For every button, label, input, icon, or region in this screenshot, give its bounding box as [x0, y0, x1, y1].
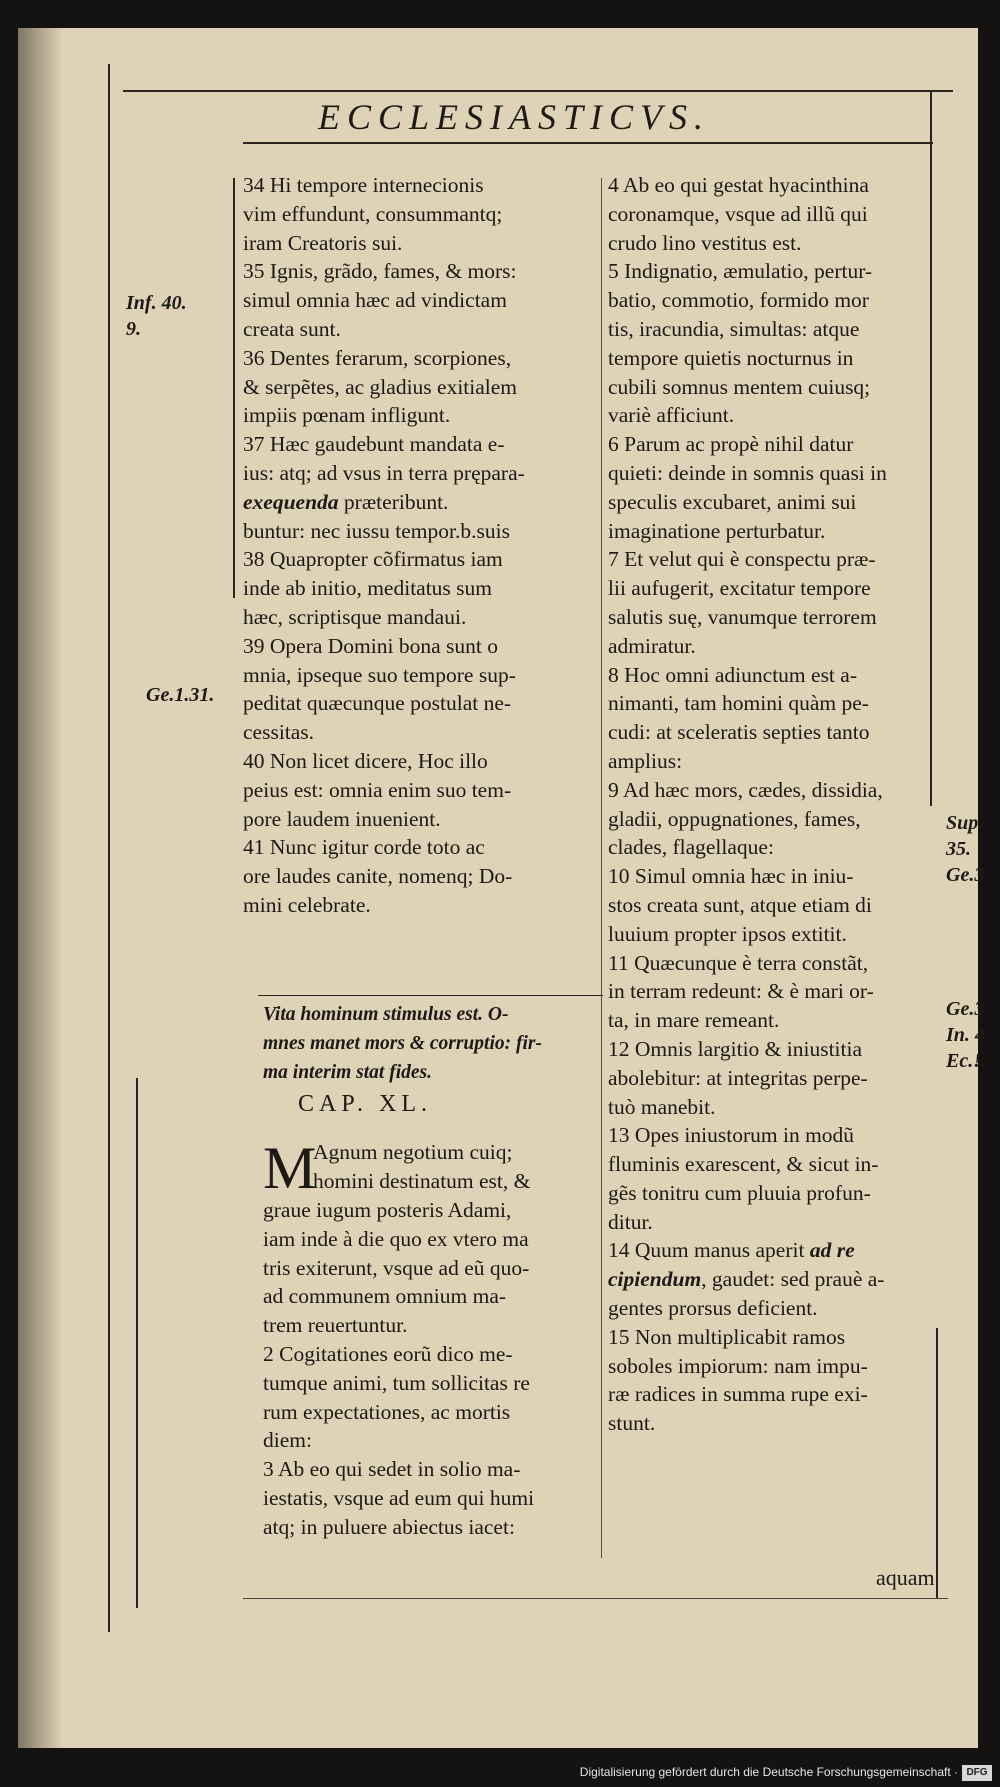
chapter-heading: CAP. XL.	[298, 1091, 433, 1117]
top-rule	[123, 90, 953, 92]
margin-ref-line: In. 4	[946, 1024, 985, 1046]
text-line: iestatis, vsque ad eum qui humi	[263, 1485, 535, 1510]
chapter-divider	[258, 995, 603, 996]
text-line: 8 Hoc omni adiunctum est a-	[608, 662, 857, 687]
dfg-logo: DFG	[962, 1765, 992, 1781]
text-line: 15 Non multiplicabit ramos	[608, 1324, 846, 1349]
text-line: 9 Ad hæc mors, cædes, dissidia,	[608, 777, 883, 802]
outer-frame-left	[108, 64, 110, 1632]
margin-ref-inf40	[126, 290, 187, 342]
text-line: fluminis exarescent, & sicut in-	[608, 1152, 879, 1177]
text-line: salutis suę, vanumque terrorem	[608, 604, 877, 629]
running-head: ECCLESIASTICVS.	[318, 97, 711, 137]
text-line: tempore quietis nocturnus in	[608, 345, 854, 370]
margin-ref-line: Inf. 40.	[126, 292, 187, 314]
text-line: ditur.	[608, 1209, 653, 1234]
margin-ref-line: Ge.3	[946, 998, 985, 1020]
text-line: 39 Opera Domini bona sunt o	[243, 633, 498, 658]
text-line: soboles impiorum: nam impu-	[608, 1353, 868, 1378]
text-line: 34 Hi tempore internecionis	[243, 173, 484, 197]
text-line: buntur: nec iussu tempor.b.suis	[243, 518, 510, 543]
text-line: quieti: deinde in somnis quasi in	[608, 460, 887, 485]
left-column-upper	[243, 171, 525, 920]
text-line: 41 Nunc igitur corde toto ac	[243, 835, 485, 860]
text-line: in terram redeunt: & è mari or-	[608, 979, 874, 1004]
summary-line: mnes manet mors & corruptio: fir-	[263, 1033, 542, 1054]
text-line: & serpẽtes, ac gladius exitialem	[243, 374, 518, 399]
margin-ref-line: Ge.1.31.	[146, 684, 215, 706]
text-line: ta, in mare remeant.	[608, 1008, 780, 1033]
italic-word: exequenda	[243, 489, 339, 514]
text-line: imaginatione perturbatur.	[608, 518, 826, 543]
text-line: hæc, scriptisque mandaui.	[243, 604, 467, 629]
text-line: speculis excubaret, animi sui	[608, 489, 857, 514]
text-line: ræ radices in summa rupe exi-	[608, 1382, 868, 1407]
text-line: iam inde à die quo ex vtero ma	[263, 1226, 529, 1251]
text-line: 5 Indignatio, æmulatio, pertur-	[608, 259, 873, 284]
text-line: peditat quæcunque postulat ne-	[243, 691, 512, 716]
text-line: abolebitur: at integritas perpe-	[608, 1065, 868, 1090]
text-line: ius: atq; ad vsus in terra pręparа-	[243, 460, 525, 485]
left-column-lower	[263, 1196, 534, 1542]
text-segment: præteribunt.	[338, 489, 449, 514]
text-line: graue iugum posteris Adami,	[263, 1198, 512, 1222]
text-line: cubili somnus mentem cuiusq;	[608, 374, 871, 399]
header-rule	[243, 142, 933, 144]
text-line: coronamque, vsque ad illũ qui	[608, 201, 868, 226]
text-line: nimanti, tam homini quàm pe-	[608, 691, 869, 716]
summary-line: ma interim stat fides.	[263, 1062, 433, 1083]
text-line: rum expectationes, ac mortis	[263, 1399, 511, 1424]
margin-ref-ge131	[146, 682, 214, 708]
bottom-rule	[243, 1598, 948, 1599]
text-line: stunt.	[608, 1411, 656, 1436]
margin-ref-line: Ge.3	[946, 864, 985, 886]
right-column	[608, 171, 887, 1438]
margin-ref-line: Ec.!.	[946, 1050, 986, 1072]
text-line: variè afficiunt.	[608, 403, 735, 428]
text-line: tumque animi, tum sollicitas re	[263, 1370, 530, 1395]
text-line: 10 Simul omnia hæc in iniu-	[608, 864, 854, 889]
digitization-credit: Digitalisierung gefördert durch die Deutsche Forschungsgemeinschaft ·	[579, 1765, 958, 1779]
margin-ref-line: Sup.	[946, 812, 984, 834]
text-line: Agnum negotium cuiq;	[313, 1140, 513, 1164]
text-line: peius est: omnia enim suo tem-	[243, 777, 512, 802]
text-line: admiratur.	[608, 633, 696, 658]
frame-right-lower	[936, 1328, 938, 1598]
text-line: homini destinatum est, &	[313, 1168, 531, 1193]
text-line: 3 Ab eo qui sedet in solio ma-	[263, 1457, 521, 1482]
text-line: impiis pœnam infligunt.	[243, 403, 451, 428]
text-line: gẽs tonitru cum pluuia profun-	[608, 1180, 871, 1205]
text-line: atq; in puluere abiectus iacet:	[263, 1514, 515, 1539]
text-line: mnia, ipseque suo tempore sup-	[243, 662, 516, 687]
text-line: 37 Hæc gaudebunt mandata e-	[243, 432, 505, 457]
text-line: 4 Ab eo qui gestat hyacinthina	[608, 173, 869, 197]
text-line: 11 Quæcunque è terra constãt,	[608, 950, 869, 975]
column-rule-left	[233, 178, 235, 598]
text-line: creata sunt.	[243, 316, 341, 341]
text-line: iram Creatoris sui.	[243, 230, 403, 255]
text-line: 36 Dentes ferarum, scorpiones,	[243, 345, 512, 370]
text-line: stos creata sunt, atque etiam di	[608, 892, 872, 917]
text-line: cudi: at sceleratis septies tanto	[608, 720, 870, 745]
text-line: simul omnia hæc ad vindictam	[243, 288, 507, 313]
text-line	[608, 1236, 887, 1265]
margin-ref-line: 9.	[126, 318, 141, 340]
book-page	[18, 28, 986, 1748]
text-line: 7 Et velut qui è conspectu præ-	[608, 547, 876, 572]
text-line: tris exiterunt, vsque ad eũ quo-	[263, 1255, 530, 1280]
italic-word: cipiendum	[608, 1267, 702, 1292]
text-line: 13 Opes iniustorum in modũ	[608, 1123, 855, 1148]
margin-ref-ge3	[946, 996, 986, 1074]
text-line: batio, commotio, formido mor	[608, 288, 869, 313]
text-line: 12 Omnis largitio & iniustitia	[608, 1036, 863, 1061]
text-line: clades, flagellaque:	[608, 835, 774, 860]
text-line: vim effundunt, consummantq;	[243, 201, 503, 226]
text-line: luuium propter ipsos extitit.	[608, 921, 847, 946]
text-line: diem:	[263, 1428, 312, 1453]
text-line: trem reuertuntur.	[263, 1313, 408, 1338]
text-line: crudo lino vestitus est.	[608, 230, 802, 255]
drop-cap: M	[263, 1135, 317, 1201]
text-line: ad communem omnium ma-	[263, 1284, 507, 1309]
italic-word: ad re	[809, 1238, 855, 1263]
text-segment: , gaudet: sed prauè a-	[701, 1267, 885, 1292]
catchword: aquam	[876, 1565, 935, 1590]
text-line	[608, 1265, 887, 1294]
margin-ref-sup35	[946, 810, 984, 888]
column-rule-left-lower	[136, 1078, 138, 1608]
text-line: 2 Cogitationes eorũ dico me-	[263, 1341, 513, 1366]
text-line: 38 Quapropter cõfirmatus iam	[243, 547, 503, 572]
text-line: gentes prorsus deficient.	[608, 1296, 818, 1321]
left-column-lower-indented	[313, 1138, 530, 1196]
text-line: 6 Parum ac propè nihil datur	[608, 432, 854, 457]
text-line: pore laudem inuenient.	[243, 806, 441, 831]
text-line: 35 Ignis, grãdo, fames, & mors:	[243, 259, 517, 284]
text-line: gladii, oppugnationes, fames,	[608, 806, 861, 831]
text-line: tis, iracundia, simultas: atque	[608, 316, 860, 341]
text-line: inde ab initio, meditatus sum	[243, 576, 493, 601]
text-line	[243, 488, 525, 517]
text-line: cessitas.	[243, 720, 315, 745]
text-line: 40 Non licet dicere, Hoc illo	[243, 748, 488, 773]
text-segment: 14 Quum manus aperit	[608, 1238, 810, 1263]
frame-right-upper	[930, 90, 932, 806]
text-line: ore laudes canite, nomenq; Do-	[243, 864, 513, 889]
text-line: lii aufugerit, excitatur tempore	[608, 576, 871, 601]
text-line: tuò manebit.	[608, 1094, 716, 1119]
column-divider	[601, 178, 602, 1558]
summary-line: Vita hominum stimulus est. O-	[263, 1004, 509, 1025]
text-line: mini celebrate.	[243, 892, 371, 917]
text-line: amplius:	[608, 748, 683, 773]
margin-ref-line: 35.	[946, 838, 971, 860]
digitization-footer	[0, 1751, 1000, 1787]
chapter-summary	[263, 1000, 603, 1087]
